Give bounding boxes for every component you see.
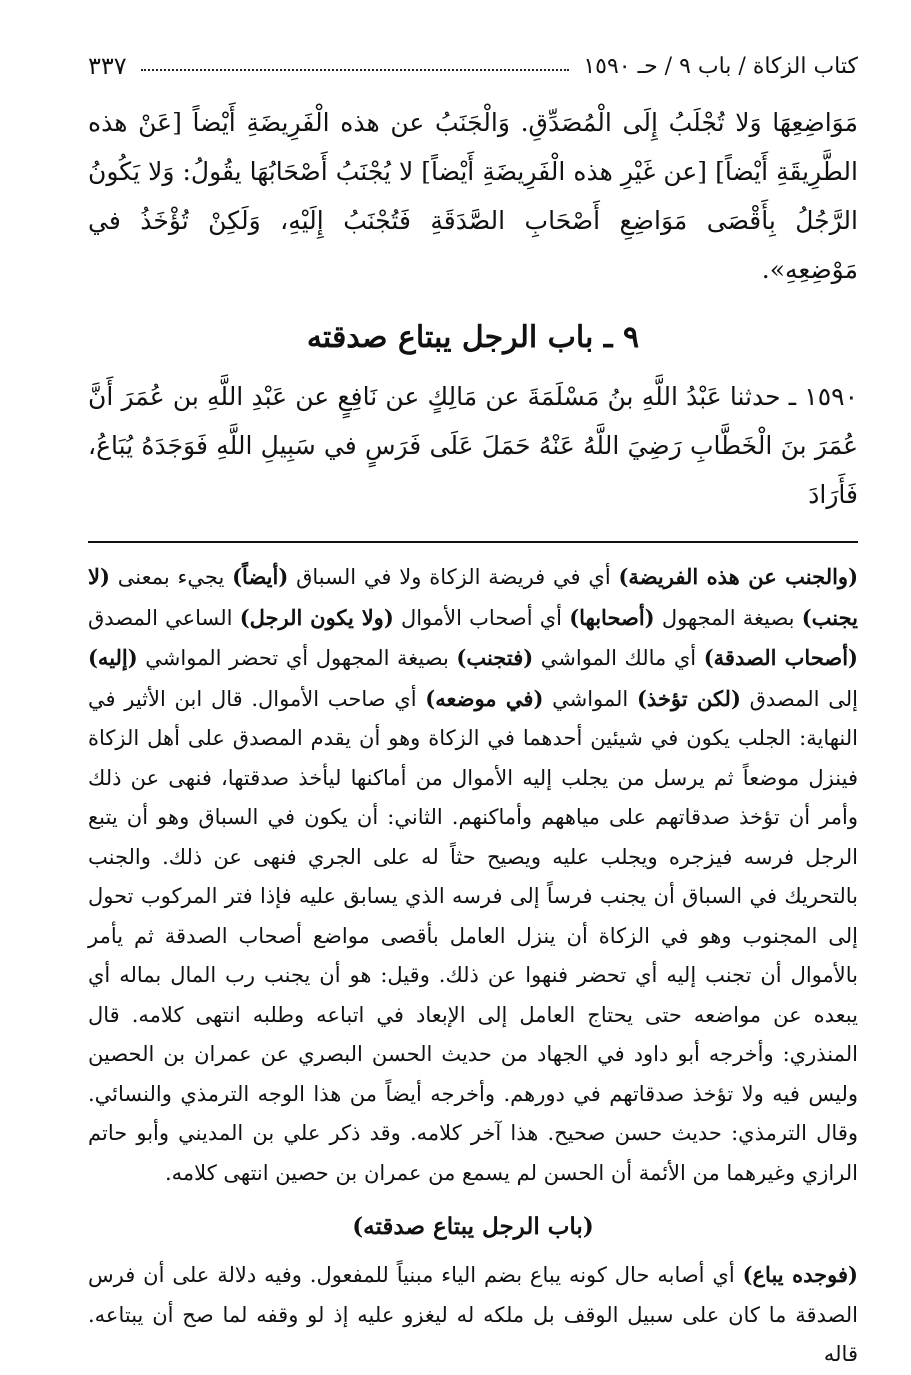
running-header-title: كتاب الزكاة / باب ٩ / حـ ١٥٩٠ — [583, 53, 858, 79]
main-hadith-text — [88, 98, 858, 519]
commentary-keyword: (أصحاب الصدقة) — [703, 645, 858, 670]
commentary-keyword: (والجنب عن هذه الفريضة) — [618, 564, 859, 589]
hadith-1590: ١٥٩٠ ـ حدثنا عَبْدُ اللَّهِ بنُ مَسْلَمَةَ عن مَالِكٍ عن نَافِعٍ عن عَبْدِ اللَّهِ بن عُمَرَ أَنَّ عُمَرَ بنَ الْخَطَّابِ رَضِيَ اللَّهُ عَنْهُ حَمَلَ عَلَى فَرَسٍ في سَبِيلِ اللَّهِ فَوَجَدَهُ يُبَاعُ، فَأَرَادَ — [88, 382, 858, 509]
commentary-paragraph — [88, 557, 858, 1193]
commentary-section — [88, 557, 858, 1375]
commentary-keyword: (لكن تؤخذ) — [636, 685, 741, 711]
commentary-chapter-title: (باب الرجل يبتاع صدقته) — [352, 1213, 594, 1240]
commentary-text: أي أصابه حال كونه يباع بضم الياء مبنياً للمفعول. وفيه دلالة على أن فرس الصدقة ما كان على سبيل الوقف بل ملكه له ليغزو عليه إذ لو وقفه لما صح أن يبتاعه. قاله — [88, 1263, 858, 1366]
commentary-text: المواشي — [543, 686, 637, 711]
commentary-text: أي صاحب الأموال. قال ابن الأثير في النهاية: الجلب يكون في شيئين أحدهما في الزكاة وهو أن يقدم المصدق على أهل الزكاة فينزل موضعاً ثم يرسل من يجلب إليه الأموال من أماكنها ليأخذ صدقتها، فنهى عن ذلك وأمر أن تؤخذ صدقاتهم على مياههم وأماكنهم. الثاني: أن يكون في السباق وهو أن يتبع الرجل فرسه فيزجره ويجلب عليه ويصيح حثاً له على الجري فنهى عن ذلك. والجنب بالتحريك في السباق أن يجنب فرساً إلى فرسه الذي يسابق عليه فإذا فتر المركوب تحول إلى المجنوب وهو في الزكاة أن ينزل العامل بأقصى مواضع أصحاب الصدقة ثم يأمر بالأموال أن تجنب إليه أي تحضر فنهوا عن ذلك. وقيل: هو أن يجنب رب المال بماله أي يبعده عن مواضعه حتى يحتاج العامل إلى الإبعاد في اتباعه وطلبه انتهى كلامه. قال المنذري: وأخرجه أبو داود في الجهاد من حديث الحسن البصري عن عمران بن الحصين وليس فيه ولا تؤخذ صدقاتهم في دورهم. وأخرجه أيضاً من هذا الوجه الترمذي والنسائي. وقال الترمذي: حديث حسن صحيح. هذا آخر كلامه. وقد ذكر علي بن المديني وأبو حاتم الرازي وغيرهما من الأئمة أن الحسن لم يسمع من عمران بن حصين انتهى كلامه. — [88, 686, 858, 1185]
commentary-text: إلى المصدق — [740, 686, 858, 711]
commentary-keyword: (أيضاً) — [232, 564, 289, 589]
commentary-keyword: (فتجنب) — [456, 645, 534, 670]
header-dotted-leader — [141, 69, 570, 71]
commentary-keyword: (فوجده يباع) — [742, 1262, 858, 1287]
running-header — [88, 46, 858, 86]
commentary-keyword: (لا يجنب) — [88, 564, 858, 630]
commentary-text: أي مالك المواشي — [533, 646, 704, 670]
commentary-text: بصيغة المجهول — [654, 605, 802, 630]
commentary-text: الساعي المصدق — [88, 605, 240, 630]
commentary-keyword: (إليه) — [88, 645, 138, 670]
commentary-text: أي أصحاب الأموال — [393, 605, 570, 630]
main-paragraph: مَوَاضِعِهَا وَلا تُجْلَبُ إِلَى الْمُصَدِّقِ. وَالْجَنَبُ عن هذه الْفَرِيضَةِ أَيْضاً [عَنْ هذه الطَّرِيقَةِ أَيْضاً] [عن غَيْرِ هذه الْفَرِيضَةِ أَيْضاً] لا يُجْنَبُ أَصْحَابُهَا يقُولُ: وَلا يَكُونُ الرَّجُلُ بِأَقْصَى مَوَاضِعِ أَصْحَابِ الصَّدَقَةِ فَتُجْنَبُ إِلَيْهِ، وَلَكِنْ تُؤْخَذُ في مَوْضِعِهِ». — [88, 108, 858, 284]
page-number: ٣٣٧ — [88, 52, 127, 80]
commentary-text: بصيغة المجهول أي تحضر المواشي — [137, 646, 457, 670]
commentary-keyword: (أصحابها) — [569, 604, 655, 630]
book-page — [88, 46, 858, 1375]
footnote-divider — [88, 541, 858, 543]
commentary-keyword: (في موضعه) — [425, 685, 544, 711]
commentary-keyword: (ولا يكون الرجل) — [239, 604, 394, 630]
commentary-text: يجيء بمعنى — [109, 565, 233, 589]
chapter-title: ٩ ـ باب الرجل يبتاع صدقته — [306, 320, 640, 355]
commentary-text: أي في فريضة الزكاة ولا في السباق — [288, 565, 619, 589]
commentary-paragraph — [88, 1255, 858, 1375]
